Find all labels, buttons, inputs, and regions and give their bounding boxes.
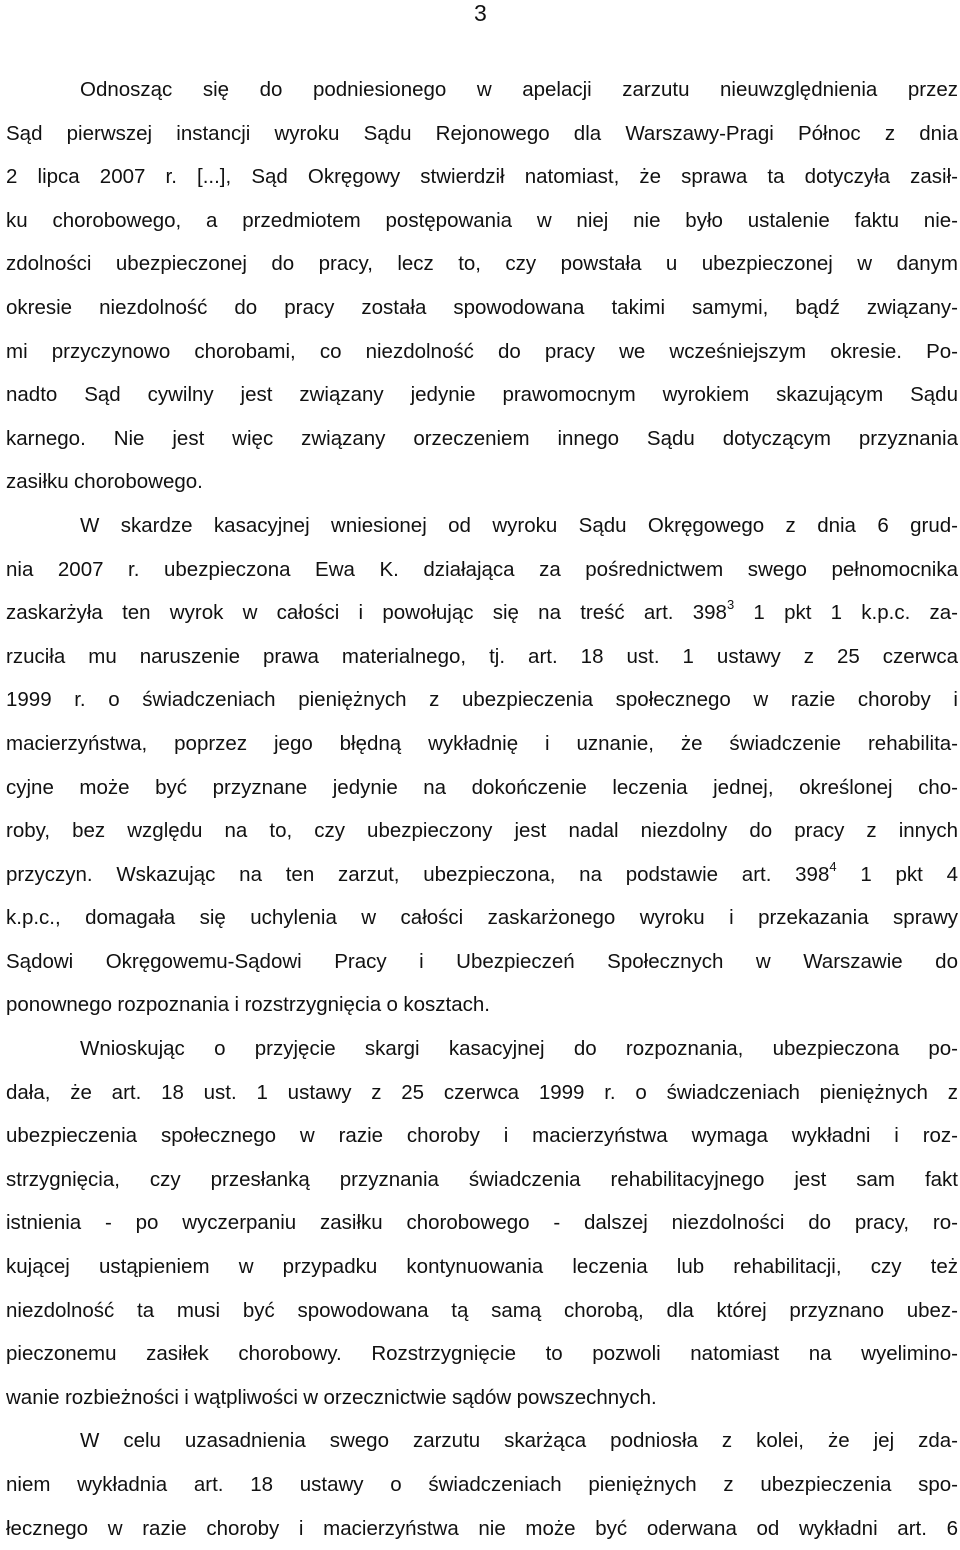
text-line: wanie rozbieżności i wątpliwości w orzecznictwie sądów powszechnych. [6,1385,657,1409]
superscript: 4 [829,858,837,874]
text-line: nadto Sąd cywilny jest związany jedynie prawomocnym wyrokiem skazującym Sądu [6,383,958,407]
page-number: 3 [474,0,487,26]
superscript: 3 [726,597,735,613]
text-line: mi przyczynowo chorobami, co niezdolność do pracy we wcześniejszym okresie. Po- [6,339,958,363]
text-line: Odnosząc się do podniesionego w apelacji zarzutu nieuwzględnienia przez [80,78,958,101]
text-line: Sądowi Okręgowemu-Sądowi Pracy i Ubezpieczeń Społecznych w Warszawie do [6,949,958,973]
text-line: W skardze kasacyjnej wniesionej od wyroku Sądu Okręgowego z dnia 6 grud- [80,513,958,537]
text-line: Sąd pierwszej instancji wyroku Sądu Rejonowego dla Warszawy-Pragi Północ z dnia [6,121,958,145]
text-line: rzuciła mu naruszenie prawa materialnego, tj. art. 18 ust. 1 ustawy z 25 czerwca [6,644,958,668]
text-line: nia 2007 r. ubezpieczona Ewa K. działająca za pośrednictwem swego pełnomocnika [6,557,958,581]
text-line: kującej ustąpieniem w przypadku kontynuowania leczenia lub rehabilitacji, czy też [6,1255,958,1279]
text-line: ubezpieczenia społecznego w razie choroby i macierzyństwa wymaga wykładni i roz- [6,1124,958,1148]
text-line: zdolności ubezpieczonej do pracy, lecz to, czy powstała u ubezpieczonej w danym [6,252,958,276]
text-line: 2 lipca 2007 r. [...], Sąd Okręgowy stwierdził natomiast, że sprawa ta dotyczyła zasił- [6,165,958,189]
text-line: ponownego rozpoznania i rozstrzygnięcia o kosztach. [6,993,490,1017]
text-line: istnienia - po wyczerpaniu zasiłku chorobowego - dalszej niezdolności do pracy, ro- [6,1211,958,1235]
text-line: niezdolność ta musi być spowodowana tą samą chorobą, dla której przyznano ubez- [6,1298,958,1322]
text-line: dała, że art. 18 ust. 1 ustawy z 25 czerwca 1999 r. o świadczeniach pieniężnych z [6,1080,958,1104]
text-line: 1999 r. o świadczeniach pieniężnych z ubezpieczenia społecznego w razie choroby i [6,688,958,712]
text-line: W celu uzasadnienia swego zarzutu skarżąca podniosła z kolei, że jej zda- [80,1429,958,1453]
text-line: łecznego w razie choroby i macierzyństwa nie może być oderwana od wykładni art. 6 [6,1516,958,1540]
text-line: strzygnięcia, czy przesłanką przyznania świadczenia rehabilitacyjnego jest sam fakt [6,1167,958,1191]
text-line: zasiłku chorobowego. [6,470,203,494]
text-line: okresie niezdolność do pracy została spowodowana takimi samymi, bądź związany- [6,295,958,319]
text-line: karnego. Nie jest więc związany orzeczeniem innego Sądu dotyczącym przyznania [6,426,958,450]
text-line: przyczyn. Wskazując na ten zarzut, ubezpieczona, na podstawie art. $398^4$ 1 pkt 4 [6,858,958,886]
text-line: zaskarżyła ten wyrok w całości i powołując się na treść art. $398^3$ 1 pkt 1 k.p.c. za- [6,597,958,625]
text-line: ku chorobowego, a przedmiotem postępowania w niej nie było ustalenie faktu nie- [6,208,958,232]
document-body [6,68,958,1550]
text-line: roby, bez względu na to, czy ubezpieczony jest nadal niezdolny do pracy z innych [6,819,958,843]
text-line: cyjne może być przyznane jedynie na dokończenie leczenia jednej, określonej cho- [6,775,958,799]
text-line: niem wykładnia art. 18 ustawy o świadczeniach pieniężnych z ubezpieczenia spo- [6,1473,958,1496]
text-line: pieczonemu zasiłek chorobowy. Rozstrzygnięcie to pozwoli natomiast na wyelimino- [6,1342,958,1366]
text-line: Wnioskując o przyjęcie skargi kasacyjnej do rozpoznania, ubezpieczona po- [80,1037,958,1061]
text-line: macierzyństwa, poprzez jego błędną wykładnię i uznanie, że świadczenie rehabilita- [6,731,958,755]
text-line: k.p.c., domagała się uchylenia w całości zaskarżonego wyroku i przekazania sprawy [6,906,958,930]
